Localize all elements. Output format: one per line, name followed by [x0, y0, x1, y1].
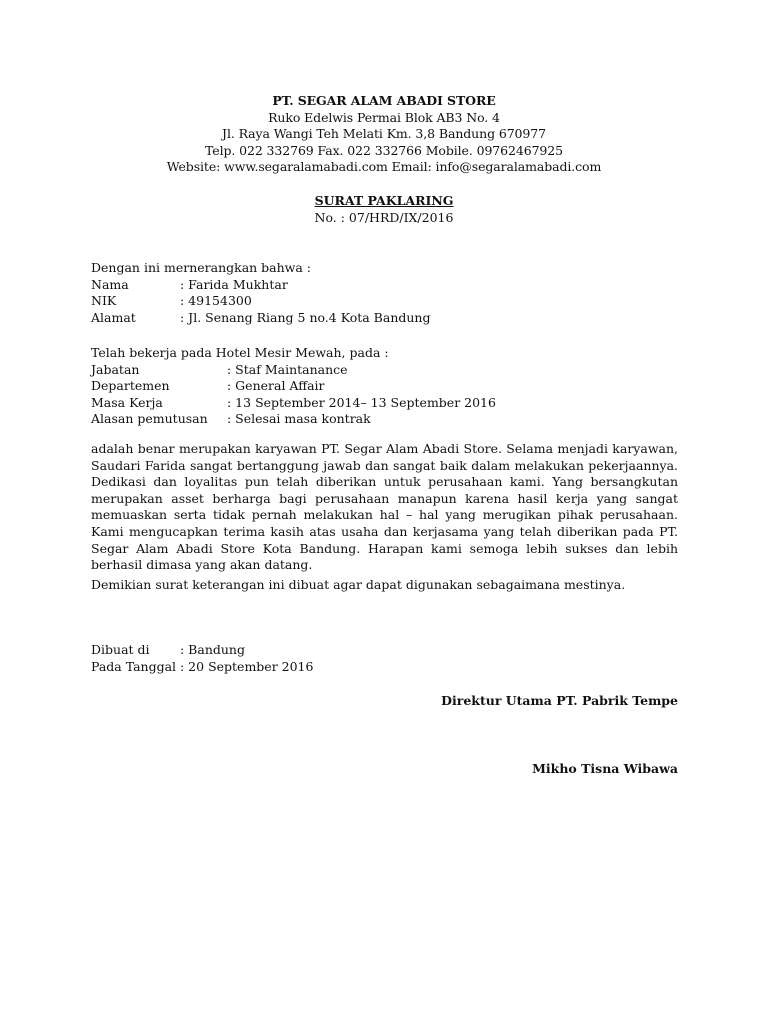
- letter-title-block: [0, 193, 768, 226]
- signer-name: Mikho Tisna Wibawa: [532, 761, 678, 776]
- field-value: : 20 September 2016: [180, 658, 314, 674]
- field-label: Alamat: [91, 309, 136, 325]
- field-row-dibuat-di: [91, 642, 681, 659]
- company-name: PT. SEGAR ALAM ABADI STORE: [272, 93, 496, 108]
- field-value: : Bandung: [180, 642, 245, 657]
- field-row-alasan-pemutusan: [91, 411, 681, 428]
- field-label: Jabatan: [91, 361, 140, 377]
- letter-number: No. : 07/HRD/IX/2016: [314, 209, 454, 225]
- field-row-departemen: [91, 378, 681, 395]
- company-website-email: Website: www.segaralamabadi.com Email: info@segaralamabadi.com: [166, 159, 602, 175]
- field-label: Alasan pemutusan: [91, 411, 208, 427]
- field-row-nama: [91, 277, 681, 294]
- field-row-alamat: [91, 310, 681, 327]
- field-label: NIK: [91, 293, 117, 309]
- field-value: : 49154300: [180, 293, 252, 309]
- field-value: : Jl. Senang Riang 5 no.4 Kota Bandung: [180, 309, 431, 325]
- letterhead: [0, 93, 768, 176]
- company-contact: Telp. 022 332769 Fax. 022 332766 Mobile. 09762467925: [205, 142, 563, 158]
- field-row-masa-kerja: [91, 395, 681, 412]
- field-label: Dibuat di: [91, 642, 150, 657]
- field-label: Masa Kerja: [91, 394, 163, 410]
- closing-sentence: Demikian surat keterangan ini dibuat agar dapat digunakan sebagaimana mestinya.: [91, 577, 626, 592]
- letter-title: SURAT PAKLARING: [314, 193, 454, 208]
- field-label: Nama: [91, 276, 129, 292]
- field-value: : Staf Maintanance: [227, 361, 348, 377]
- field-row-nik: [91, 293, 681, 310]
- signer-position: Direktur Utama PT. Pabrik Tempe: [441, 693, 678, 708]
- field-value: : Farida Mukhtar: [180, 276, 288, 292]
- field-label: Pada Tanggal: [91, 658, 177, 674]
- field-value: : 13 September 2014– 13 September 2016: [227, 394, 496, 410]
- employment-details: [91, 345, 681, 428]
- field-value: : General Affair: [227, 378, 325, 394]
- field-label: Departemen: [91, 378, 170, 394]
- field-row-jabatan: [91, 362, 681, 379]
- company-address-line-2: Jl. Raya Wangi Teh Melati Km. 3,8 Bandung 670977: [222, 126, 546, 142]
- field-row-pada-tanggal: [91, 659, 681, 676]
- employee-details: [91, 260, 681, 326]
- company-address-line-1: Ruko Edelwis Permai Blok AB3 No. 4: [268, 109, 500, 125]
- field-value: : Selesai masa kontrak: [227, 411, 371, 427]
- signing-place-date: [91, 642, 681, 675]
- employment-opening: Telah bekerja pada Hotel Mesir Mewah, pada :: [91, 345, 389, 360]
- intro-opening: Dengan ini mernerangkan bahwa :: [91, 260, 312, 275]
- body-paragraph: adalah benar merupakan karyawan PT. Segar Alam Abadi Store. Selama menjadi karyawan, Saudari Farida sangat bertanggung jawab dan sangat baik dalam melakukan pekerjaannya. Dedikasi dan loyalitas pun telah diberikan untuk perusahaan kami. Yang bersangkutan merupakan asset berharga bagi perusahaan manapun karena hasil kerja yang sangat memuaskan serta tidak pernah melakukan hal – hal yang merugikan pihak perusahaan. Kami mengucapkan terima kasih atas usaha dan kerjasama yang telah diberikan pada PT. Segar Alam Abadi Store Kota Bandung. Harapan kami semoga lebih sukses dan lebih berhasil dimasa yang akan datang.: [91, 441, 678, 573]
